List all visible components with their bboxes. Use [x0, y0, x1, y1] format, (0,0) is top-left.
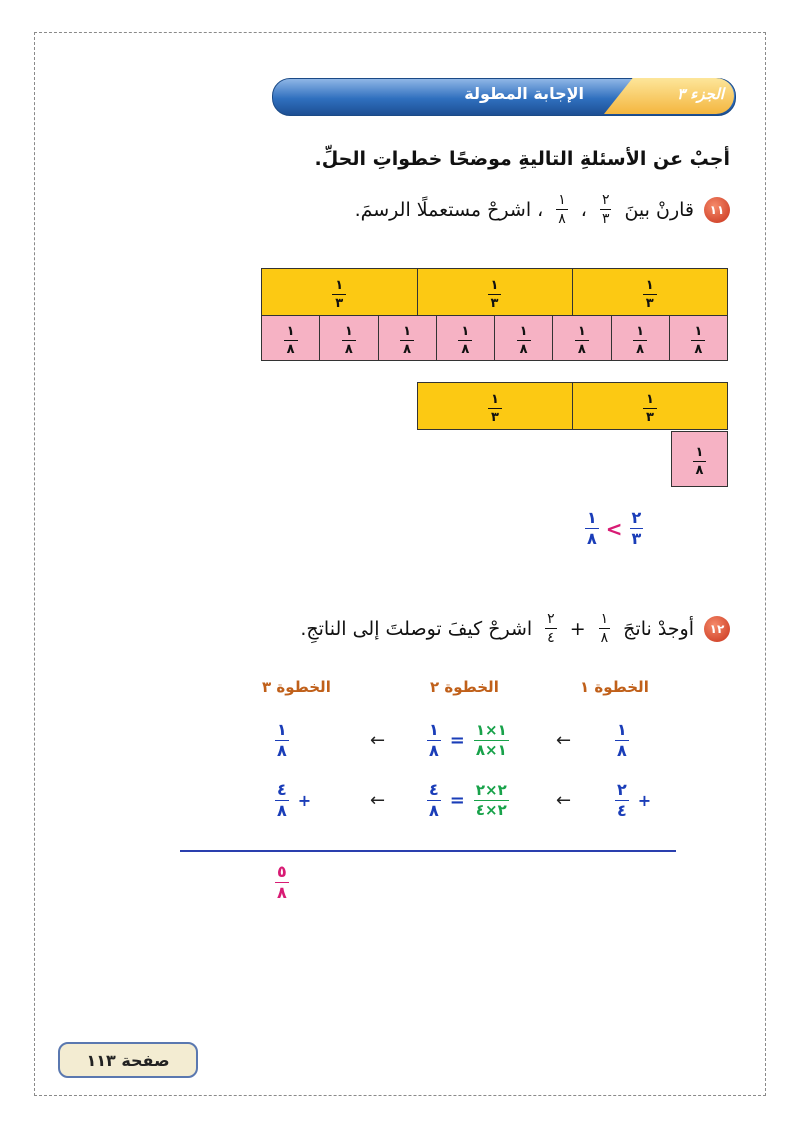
- row2-step2: $\frac{٤}{٨}$ = $\frac{٢\times ٢}{٢\times ٤}$: [429, 780, 507, 820]
- fraction: $\frac{٢}{٣}$: [601, 192, 610, 227]
- row2-step3: $\frac{٤}{٨}$ +: [277, 780, 312, 820]
- question-text: اشرحْ كيفَ توصلتَ إلى الناتجِ.: [300, 617, 533, 640]
- third-cell: ١ ٣: [262, 269, 417, 315]
- less-than-sign: <: [605, 516, 623, 541]
- result-fraction: $\frac{٥}{٨}$: [277, 862, 287, 902]
- step-3-label: الخطوة ٣: [262, 678, 331, 696]
- third-cell: ١ ٣: [573, 383, 728, 430]
- row1-step1: $\frac{١}{٨}$: [617, 720, 627, 760]
- question-11: [355, 193, 730, 226]
- page-border: [34, 32, 766, 1096]
- sum-line: [180, 850, 676, 852]
- fraction: $\frac{٢}{٤}$: [547, 611, 555, 646]
- third-cell: ١ ٣: [417, 269, 572, 315]
- plus-sign: +: [569, 617, 586, 640]
- question-number-badge: ١١: [704, 197, 730, 223]
- eighth-cell: ١ ٨: [669, 316, 727, 361]
- row2-step1: $\frac{٢}{٤}$ +: [617, 780, 652, 820]
- comparison-answer: [582, 510, 646, 547]
- question-12: [300, 612, 730, 645]
- eighth-cell: ١ ٨: [611, 316, 669, 361]
- arrow-icon: ←: [556, 790, 572, 811]
- arrow-icon: ←: [370, 730, 386, 751]
- fraction-bar-whole: [261, 268, 728, 361]
- third-cell: ١ ٣: [572, 269, 727, 315]
- eighth-cell: ١ ٨: [495, 316, 553, 361]
- row1-step3: $\frac{١}{٨}$: [277, 720, 287, 760]
- arrow-icon: ←: [370, 790, 386, 811]
- step-1-label: الخطوة ١: [580, 678, 649, 696]
- fraction: $\frac{٢}{٣}$: [631, 508, 642, 548]
- header-title: الإجابة المطولة: [464, 84, 584, 103]
- question-text: قارنْ بينَ: [624, 198, 694, 221]
- part-label: الجزء ٣: [676, 85, 724, 103]
- section-header: [272, 74, 734, 118]
- fraction: $\frac{١}{٨}$: [587, 508, 597, 548]
- fraction: $\frac{١}{٨}$: [558, 192, 566, 227]
- separator: ،: [580, 198, 587, 221]
- question-text: أوجدْ ناتجَ: [623, 617, 694, 640]
- eighth-cell: ١ ٨: [672, 432, 728, 487]
- eighth-cell: ١ ٨: [436, 316, 494, 361]
- row1-step2: $\frac{١}{٨}$ = $\frac{١\times ١}{١\times ٨}$: [429, 720, 507, 760]
- eighth-cell: ١ ٨: [262, 316, 320, 361]
- eighth-cell: ١ ٨: [378, 316, 436, 361]
- eighth-cell: ١ ٨: [320, 316, 378, 361]
- fraction: $\frac{١}{٨}$: [600, 611, 609, 646]
- question-text: ، اشرحْ مستعملًا الرسمَ.: [354, 198, 544, 221]
- step-2-label: الخطوة ٢: [430, 678, 499, 696]
- third-cell: ١ ٣: [418, 383, 573, 430]
- instruction: أجبْ عن الأسئلةِ التاليةِ موضحًا خطواتِ الحلِّ.: [314, 148, 730, 170]
- page-number-tag: صفحة ١١٣: [58, 1042, 198, 1078]
- question-number-badge: ١٢: [704, 616, 730, 642]
- fraction-bar-one-eighth: [671, 431, 728, 487]
- fraction-bar-two-thirds: [417, 382, 728, 430]
- arrow-icon: ←: [556, 730, 572, 751]
- eighth-cell: ١ ٨: [553, 316, 611, 361]
